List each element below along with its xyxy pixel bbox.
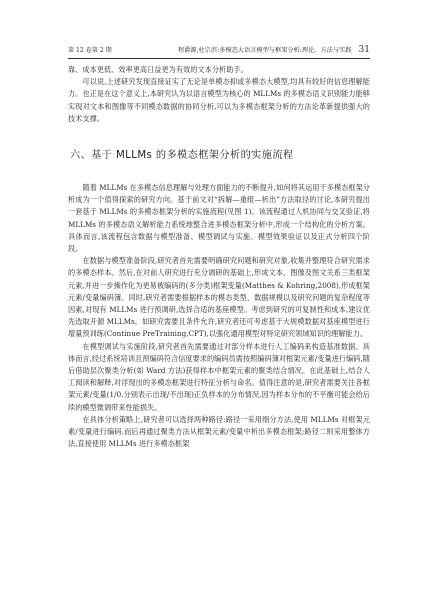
paragraph: 靠、成本更低、效率更高日益更为有效的文本分析助手。 [68, 65, 248, 74]
paragraph: 在数据与模型准备阶段,研究者首先需要明确研究问题和研究对象,收集并整理符合研究需求的多模态样本。然后,在对前人研究进行充分调研的基础上,形成文本、图像及图文关系三类框架元素,并进一步操作化为更易被编码的(多分类)框架变量(Matthes & Kohring,2008),形成框架元素/变量编码簿。同时,研究者需要根据样本的模态类型、数据规模以及研究问题的复杂程度等因素,对现有 MLLMs 进行预调研,选择合适的基座模型。考虑到研究的可复制性和成本,建议优先选取开源 MLLMs。如研究需要且条件允许,研究者还可考虑基于大规模数据对基座模型进行增量预训练(Continue PreTraining,CPT),以强化通用模型对特定研究领域知识的理解能力。 [68, 256, 370, 339]
body-text-after-section [68, 182, 370, 450]
paragraph: 在具体分析策略上,研究者可以选择两种路径:路径一采用细分方法,使用 MLLMs 对框架元素/变量进行编码,而后再通过聚类方法从框架元素/变量中析出多模态框架;路径二则采用整体方法,直接使用 MLLMs 进行多模态框架 [68, 414, 370, 449]
body-text-before-section [68, 64, 370, 125]
running-title: 程爵源,杜宗滨:多模态大语言模型与框架分析:理论、方法与实践 [178, 47, 352, 54]
paragraph: 可以说,上述研究发现直接证实了无论是单模态抑或多模态大模型,均具有较好的信息理解能力。也正是在这个意义上,本研究认为以语言模型为核心的 MLLMs 的多模态语义识别能力能够实现对文本和图像等不同模态数据的协同分析,可以为多模态框架分析的方法论革新提供强大的技术支撑。 [68, 77, 370, 123]
page-number: 31 [358, 45, 370, 55]
running-header [68, 44, 370, 58]
section-heading: 六、基于 MLLMs 的多模态框架分析的实施流程 [70, 150, 294, 161]
paragraph: 随着 MLLMs 在多模态信息理解与处理方面能力的不断提升,如何将其运用于多模态框架分析成为一个值得探索的研究方向。基于前文对“拆解—重组—析出”方法取径的讨论,本研究提出一套基于 MLLMs 的多模态框架分析的实施流程(见图 1)。该流程通过人机协同与交叉验证,将 MLLMs 的多模态语义解析能力系统地整合进多模态框架分析中,形成一个结构化的分析方案。具体而言,该流程包含数据与模型准备、模型调试与实施、模型效果验证以及正式分析四个阶段。 [68, 183, 370, 254]
paragraph: 在模型调试与实施阶段,研究者首先需要通过对部分样本进行人工编码来构造基准数据。具体而言,经过系统培训且预编码符合信度要求的编码员需按照编码簿对框架元素/变量进行编码,随后借助层次聚类分析(如 Ward 方法)获得样本中框架元素的聚类结合情况。在此基础上,结合人工阅读和解释,对浮现出的多模态框架进行特征分析与命名。值得注意的是,研究者需要关注各框架元素/变量(1/0,分别表示出现/不出现)正负样本的分布情况,因为样本分布的不平衡可能会给后续的模型微调带来性能损失。 [68, 341, 370, 412]
header-rule [68, 58, 370, 59]
journal-volume-issue: 第 12 卷第 2 期 [68, 47, 112, 54]
